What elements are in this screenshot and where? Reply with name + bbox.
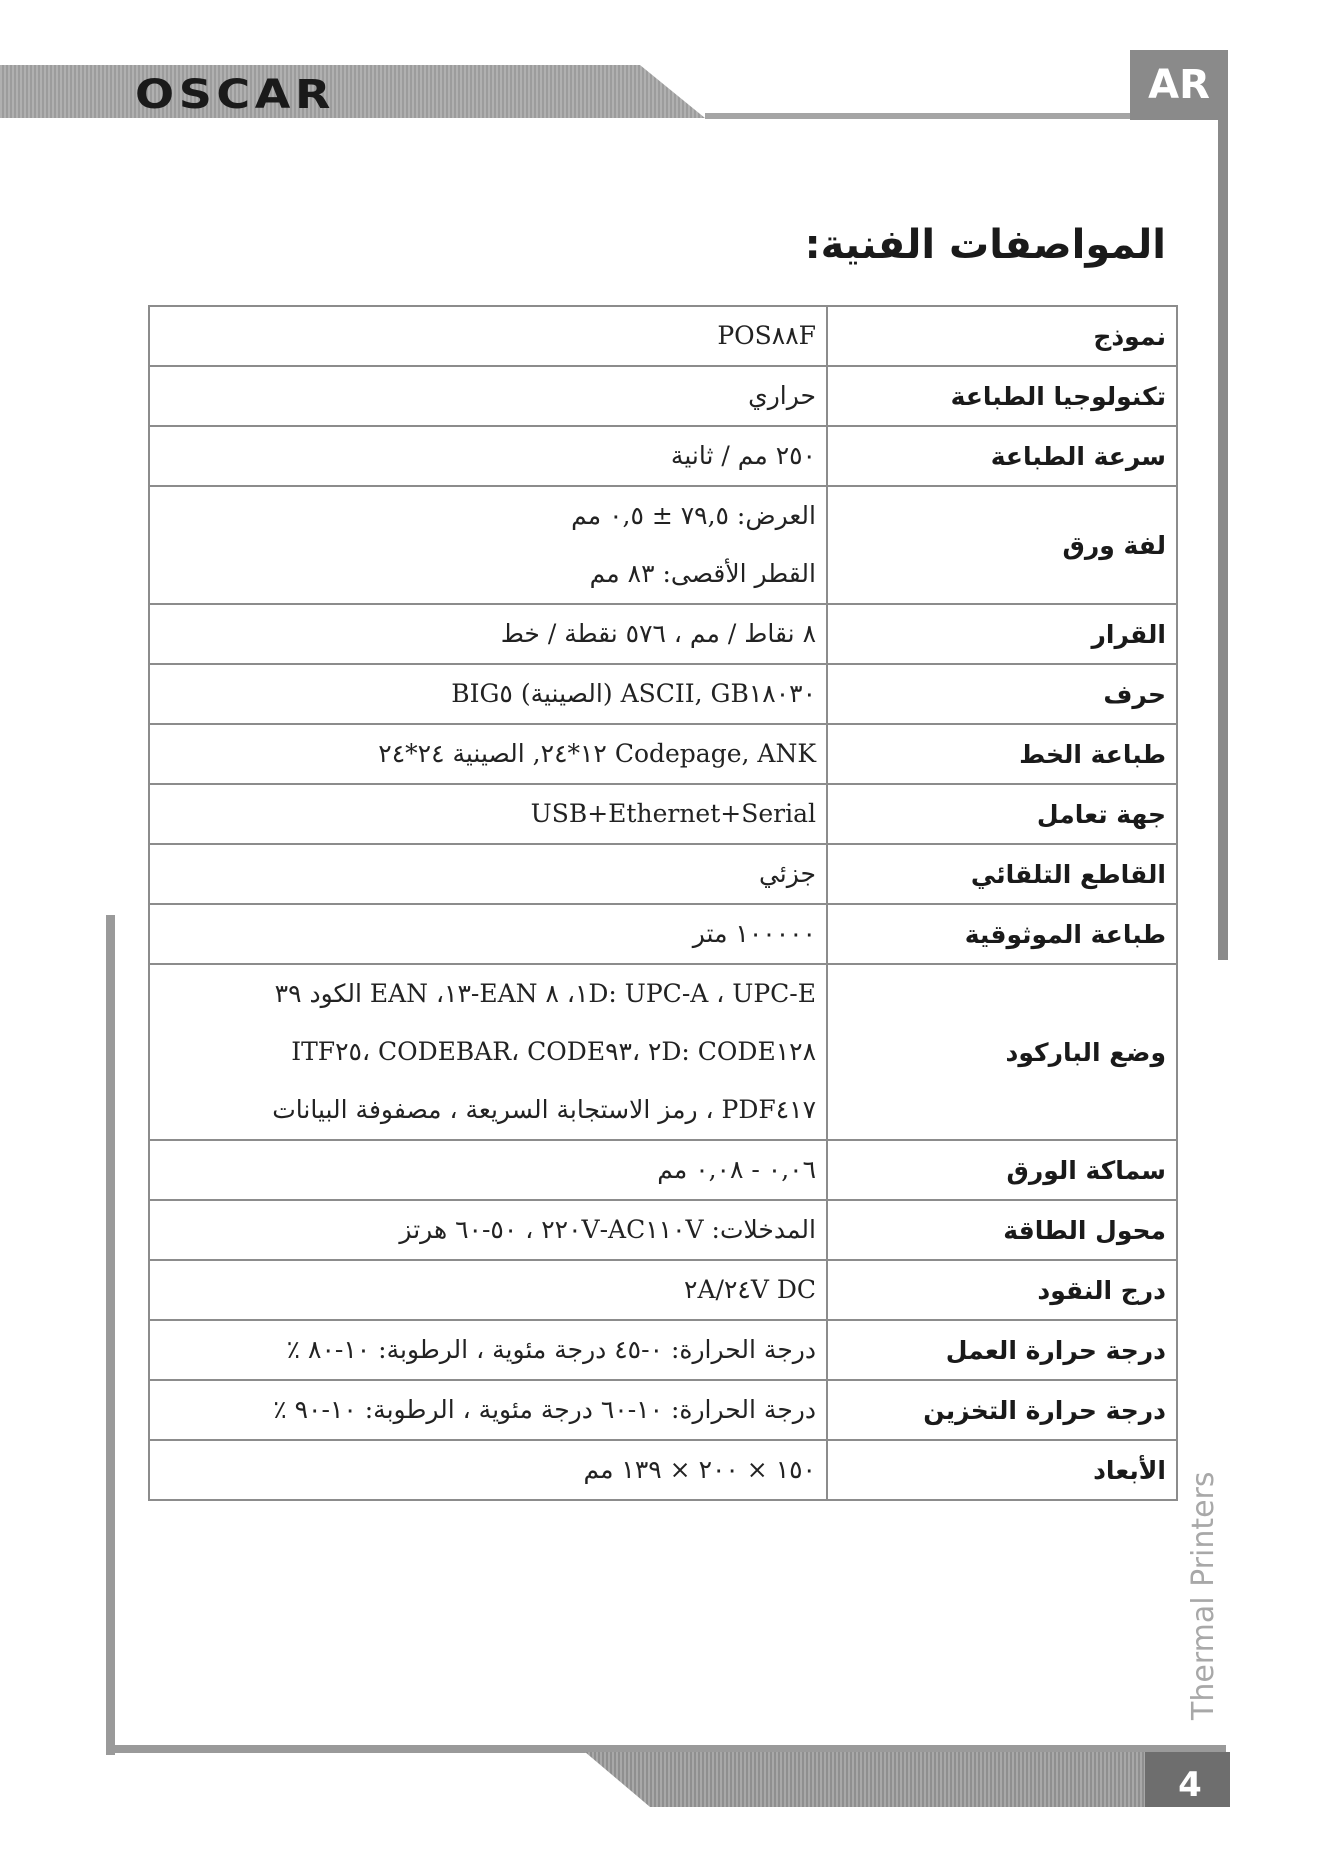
spec-label: محول الطاقة (827, 1200, 1177, 1260)
spec-label: طباعة الموثوقية (827, 904, 1177, 964)
spec-value-line: USB+Ethernet+Serial (530, 799, 816, 828)
spec-value-line: جزئي (758, 859, 816, 888)
left-rail (106, 915, 115, 1755)
spec-value (149, 664, 827, 724)
spec-value (149, 1440, 827, 1500)
spec-label: القاطع التلقائي (827, 844, 1177, 904)
right-rail (1218, 120, 1228, 960)
spec-row (149, 904, 1177, 964)
spec-row (149, 664, 1177, 724)
spec-value-line: ٠,٠٦ - ٠,٠٨ مم (657, 1155, 816, 1184)
spec-row (149, 724, 1177, 784)
footer-band (0, 1752, 1324, 1812)
spec-row (149, 1380, 1177, 1440)
spec-value-line: Codepage, ANK ١٢*٢٤, الصينية ٢٤*٢٤ (378, 739, 816, 768)
page-title: المواصفات الفنية: (804, 221, 1166, 268)
spec-value (149, 1320, 827, 1380)
spec-label: درج النقود (827, 1260, 1177, 1320)
side-category-label: Thermal Printers (1186, 1471, 1221, 1720)
spec-value-line: ١٥٠ × ٢٠٠ × ١٣٩ مم (583, 1455, 816, 1484)
spec-value-line: ١D: UPC-A ، UPC-E، ٨ EAN-١٣، EAN الكود ٣٩ (274, 979, 816, 1008)
spec-value-line: ASCII, GB١٨٠٣٠ (الصينية) BIG٥ (451, 679, 816, 708)
spec-label: وضع الباركود (827, 964, 1177, 1140)
spec-row (149, 844, 1177, 904)
spec-table (148, 305, 1178, 1501)
spec-value-line: درجة الحرارة: ٠-٤٥ درجة مئوية ، الرطوبة: ١٠-٨٠ ٪ (286, 1335, 816, 1364)
spec-row (149, 784, 1177, 844)
spec-row (149, 426, 1177, 486)
spec-label: سماكة الورق (827, 1140, 1177, 1200)
spec-value (149, 844, 827, 904)
spec-value-line: المدخلات: AC١١٠V-٢٢٠V ، ٥٠-٦٠ هرتز (399, 1215, 816, 1244)
spec-value-line: العرض: ٧٩,٥ ± ٠,٥ مم (571, 501, 816, 530)
spec-label: درجة حرارة العمل (827, 1320, 1177, 1380)
spec-value (149, 1140, 827, 1200)
language-tab: AR (1130, 50, 1228, 120)
spec-value (149, 1380, 827, 1440)
spec-value-line: ٨ نقاط / مم ، ٥٧٦ نقطة / خط (500, 619, 816, 648)
spec-value (149, 964, 827, 1140)
spec-value-line: درجة الحرارة: ١٠-٦٠ درجة مئوية ، الرطوبة: ١٠-٩٠ ٪ (273, 1395, 816, 1424)
spec-value-line: ١٠٠٠٠٠ متر (692, 919, 816, 948)
spec-row (149, 1440, 1177, 1500)
spec-label: لفة ورق (827, 486, 1177, 604)
spec-value (149, 1260, 827, 1320)
spec-value (149, 604, 827, 664)
spec-row (149, 604, 1177, 664)
spec-row (149, 1260, 1177, 1320)
spec-value (149, 306, 827, 366)
spec-value (149, 724, 827, 784)
spec-label: الأبعاد (827, 1440, 1177, 1500)
spec-value-line: ٢A/٢٤V DC (684, 1275, 816, 1304)
spec-value-line: PDF٤١٧ ، رمز الاستجابة السريعة ، مصفوفة البيانات (272, 1095, 816, 1124)
spec-label: نموذج (827, 306, 1177, 366)
brand-logo: OSCAR (135, 72, 336, 118)
spec-label: حرف (827, 664, 1177, 724)
spec-label: درجة حرارة التخزين (827, 1380, 1177, 1440)
spec-label: جهة تعامل (827, 784, 1177, 844)
spec-value-line: ٢٥٠ مم / ثانية (670, 441, 816, 470)
spec-table-body (149, 306, 1177, 1500)
page-number: 4 (1178, 1765, 1202, 1805)
spec-value (149, 426, 827, 486)
spec-row (149, 964, 1177, 1140)
spec-label: تكنولوجيا الطباعة (827, 366, 1177, 426)
spec-row (149, 1140, 1177, 1200)
spec-label: القرار (827, 604, 1177, 664)
spec-value (149, 1200, 827, 1260)
spec-label: سرعة الطباعة (827, 426, 1177, 486)
spec-value-line: ٢D: CODE١٢٨ ،CODEBAR، CODE٩٣ ،ITF٢٥ (291, 1037, 816, 1066)
spec-row (149, 366, 1177, 426)
spec-value (149, 486, 827, 604)
spec-label: طباعة الخط (827, 724, 1177, 784)
spec-row (149, 1200, 1177, 1260)
spec-value (149, 904, 827, 964)
spec-row (149, 1320, 1177, 1380)
spec-value-line: القطر الأقصى: ٨٣ مم (589, 559, 816, 588)
spec-value (149, 784, 827, 844)
spec-value-line: POS٨٨F (717, 321, 816, 350)
spec-value-line: حراري (748, 381, 816, 410)
spec-value (149, 366, 827, 426)
spec-row (149, 486, 1177, 604)
spec-row (149, 306, 1177, 366)
